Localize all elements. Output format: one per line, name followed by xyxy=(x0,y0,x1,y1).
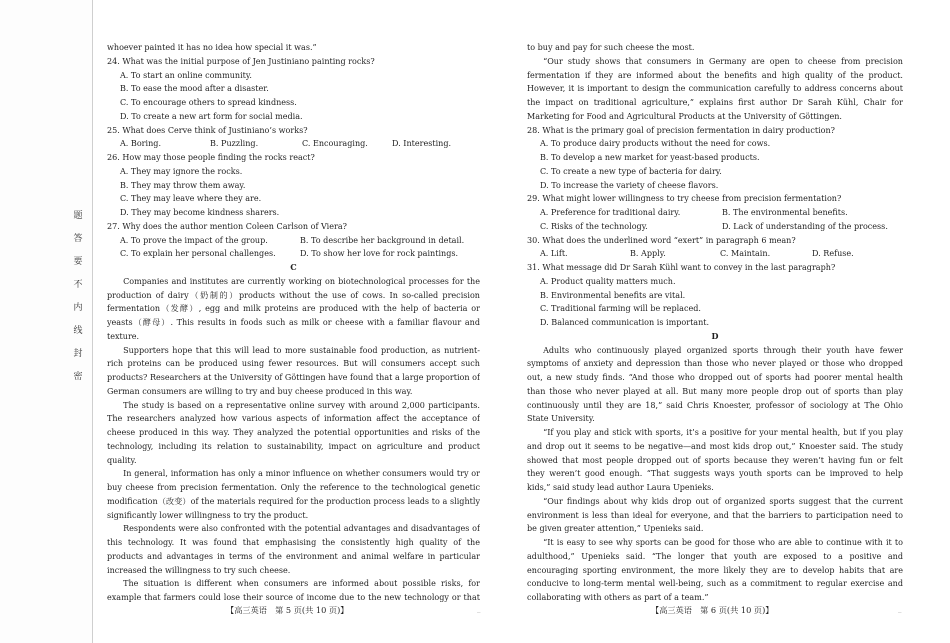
q29-option-a[interactable]: A. Preference for traditional dairy. xyxy=(540,208,681,217)
seal-char: 不 xyxy=(73,280,83,290)
q29-option-b[interactable]: B. The environmental benefits. xyxy=(722,208,848,217)
q26-option-b[interactable]: B. They may throw them away. xyxy=(120,180,246,190)
passage-d-paragraph-4: “It is easy to see why sports can be good for those who are able to continue with it to adulthood,” Upenieks said. “The longer that youth are exposed to a positive and encouraging sporting environment, the more likely they are to develop habits that are conducive to long-term mental well-being, such as a commitment to regular exercise and collaborating with others as part of a team.” xyxy=(527,538,903,602)
passage-c-paragraph-6 xyxy=(107,577,480,603)
q27-option-b[interactable]: B. To describe her background in detail. xyxy=(300,235,465,245)
q25-option-a[interactable]: A. Boring. xyxy=(120,139,161,149)
q29-options-cd xyxy=(527,220,903,234)
q25-option-b[interactable]: B. Puzzling. xyxy=(210,139,259,149)
q27-options-cd xyxy=(107,247,480,261)
seal-char: 密 xyxy=(73,372,83,382)
section-c-heading: C xyxy=(290,262,297,272)
right-column xyxy=(527,41,903,603)
page-footer-5: 【高三英语 第 5 页(共 10 页)】 xyxy=(226,605,349,615)
q26-option-c[interactable]: C. They may leave where they are. xyxy=(120,194,262,204)
q27-option-d[interactable]: D. To show her love for rock paintings. xyxy=(300,249,459,259)
q31-option-b[interactable]: B. Environmental benefits are vital. xyxy=(540,290,686,300)
q30-option-b[interactable]: B. Apply. xyxy=(630,249,666,259)
q24-option-c[interactable]: C. To encourage others to spread kindness. xyxy=(120,98,297,107)
binding-margin xyxy=(0,0,93,643)
section-d-heading: D xyxy=(711,330,719,341)
page-corner-mark: _ xyxy=(898,605,902,613)
seal-char: 答 xyxy=(73,234,83,244)
question-29-stem: 29. What might lower willingness to try cheese from precision fermentation? xyxy=(527,194,842,204)
q31-option-c[interactable]: C. Traditional farming will be replaced. xyxy=(540,304,701,314)
q27-option-c[interactable]: C. To explain her personal challenges. xyxy=(120,249,276,259)
seal-char: 题 xyxy=(73,211,83,221)
seal-char: 封 xyxy=(73,349,83,359)
q24-option-d[interactable]: D. To create a new art form for social media. xyxy=(120,111,303,121)
passage-c-paragraph-2: Supporters hope that this will lead to more sustainable food production, as nutrient-rich proteins can be produced using fewer resources. But will consumers accept such products? Researchers at the University of Göttingen have found that a large proportion of German consumers are willing to try and buy cheese produced in this way. xyxy=(107,345,480,396)
passage-d-paragraph-1: Adults who continuously played organized sports through their youth have fewer symptoms of anxiety and depression than those who never played or those who dropped out, a new study finds. “And those who dropped out of sports had poorer mental health than those who never played at all. But many more people drop out of sports than play continuously until they are 18,” said Chris Knoester, professor of sociology at The Ohio State University. xyxy=(527,345,903,424)
passage-c-continuation: to buy and pay for such cheese the most. xyxy=(527,43,695,52)
q25-option-d[interactable]: D. Interesting. xyxy=(392,139,452,149)
seal-char: 要 xyxy=(73,257,83,267)
passage-c-paragraph-4: In general, information has only a minor influence on whether consumers would try or buy cheese from precision fermentation. Only the reference to the technological genetic modification（改变）of the materials required for the production process leads to a slightly significantly lower willingness to try the product. xyxy=(107,469,480,520)
q30-option-a[interactable]: A. Lift. xyxy=(540,249,568,259)
q27-options-ab xyxy=(107,234,480,248)
q26-option-d[interactable]: D. They may become kindness sharers. xyxy=(120,208,280,217)
question-30-stem: 30. What does the underlined word “exert” in paragraph 6 mean? xyxy=(527,235,796,245)
q27-option-a[interactable]: A. To prove the impact of the group. xyxy=(120,235,268,245)
passage-c-paragraph-1: Companies and institutes are currently working on biotechnological processes for the production of dairy（奶制的）products without the use of cows. In so-called precision fermentation（发酵）, egg and milk proteins are produced with the help of bacteria or yeasts（酵母）. This results in foods such as milk or cheese with a familiar flavour and texture. xyxy=(107,276,480,341)
question-31-stem: 31. What message did Dr Sarah Kühl want to convey in the last paragraph? xyxy=(527,263,836,272)
page-footer-6: 【高三英语 第 6 页(共 10 页)】 xyxy=(651,605,774,615)
question-25-stem: 25. What does Cerve think of Justiniano’s works? xyxy=(107,125,308,135)
passage-c-paragraph-7: “Our study shows that consumers in Germany are open to cheese from precision fermentation if they are informed about the benefits and high quality of the product. However, it is important to design the communication carefully to address concerns about the impact on traditional agriculture,” explains first author Dr Sarah Kühl, Chair for Marketing for Food and Agricultural Products at the University of Göttingen. xyxy=(527,56,903,121)
passage-c-paragraph-3: The study is based on a representative online survey with around 2,000 participants. The researchers analyzed how various aspects of information affect the acceptance of cheese produced in this way. They analyzed the potential opportunities and risks of the technology, including its relation to sustainability, impact on agriculture and product quality. xyxy=(107,400,480,465)
q24-option-b[interactable]: B. To ease the mood after a disaster. xyxy=(120,84,269,94)
q25-option-c[interactable]: C. Encouraging. xyxy=(302,139,368,149)
q30-option-c[interactable]: C. Maintain. xyxy=(720,249,771,259)
q24-option-a[interactable]: A. To start an online community. xyxy=(120,70,252,80)
q25-options xyxy=(107,137,480,151)
q29-options-ab xyxy=(527,206,903,220)
question-24-stem: 24. What was the initial purpose of Jen Justiniano painting rocks? xyxy=(107,56,375,66)
q31-option-d[interactable]: D. Balanced communication is important. xyxy=(540,318,710,327)
seal-char: 线 xyxy=(73,326,83,336)
q29-option-d[interactable]: D. Lack of understanding of the process. xyxy=(722,221,888,231)
passage-b-ending: whoever painted it has no idea how special it was.” xyxy=(107,43,317,52)
question-28-stem: 28. What is the primary goal of precision fermentation in dairy production? xyxy=(527,125,835,135)
passage-d-paragraph-3: “Our findings about why kids drop out of organized sports suggest that the current environment is less than ideal for everyone, and that the barriers to participation need to be given greater attention,” Upenieks said. xyxy=(527,496,903,534)
passage-c-paragraph-5: Respondents were also confronted with the potential advantages and disadvantages of this technology. It was found that emphasising the consistently high quality of the products and advantages in terms of the environment and animal welfare in particular increased the willingness to try such cheese. xyxy=(107,524,480,575)
q26-option-a[interactable]: A. They may ignore the rocks. xyxy=(120,166,243,176)
left-column xyxy=(107,41,480,603)
page-corner-mark: _ xyxy=(477,605,481,613)
q29-option-c[interactable]: C. Risks of the technology. xyxy=(540,221,648,231)
q30-options xyxy=(527,247,903,261)
q28-option-c[interactable]: C. To create a new type of bacteria for dairy. xyxy=(540,166,722,176)
question-26-stem: 26. How may those people finding the rocks react? xyxy=(107,153,315,162)
q30-option-d[interactable]: D. Refuse. xyxy=(812,249,854,259)
seal-line-text xyxy=(72,210,84,383)
paragraph-6-text-a: The situation is different when consumers are informed about possible risks, for example that farmers could lose their source of income due to the new technology or that xyxy=(107,579,480,602)
q31-option-a[interactable]: A. Product quality matters much. xyxy=(540,276,676,286)
q28-option-a[interactable]: A. To produce dairy products without the need for cows. xyxy=(540,139,771,149)
q28-option-b[interactable]: B. To develop a new market for yeast-based products. xyxy=(540,153,760,162)
question-27-stem: 27. Why does the author mention Coleen Carlson of Viera? xyxy=(107,221,347,231)
q28-option-d[interactable]: D. To increase the variety of cheese flavors. xyxy=(540,180,719,190)
passage-d-paragraph-2: “If you play and stick with sports, it’s a positive for your mental health, but if you play and drop out it seems to be negative—and most kids drop out,” Knoester said. The study showed that most people dropped out of sports because they weren’t having fun or felt they weren’t good enough. “That suggests ways youth sports can be improved to help kids,” said study lead author Laura Upenieks. xyxy=(527,428,903,492)
seal-char: 内 xyxy=(73,303,83,313)
